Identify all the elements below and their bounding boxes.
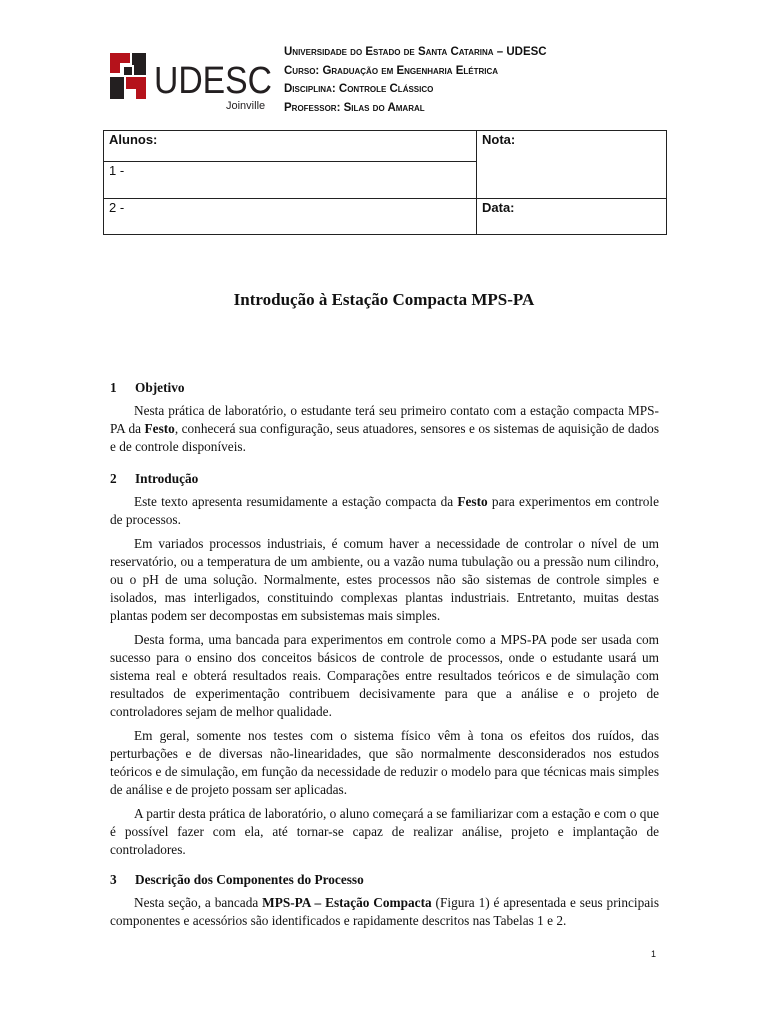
student-2-cell[interactable]: 2 - [104, 199, 477, 235]
paragraph-text: (Figura 1) é apresentada e seus principais componentes e acessórios são identificados e rapidamente descritos nas Tabelas 1 e 2. [110, 895, 659, 928]
logo-text: UDESC [154, 60, 272, 102]
page-number: 1 [651, 949, 657, 959]
professor-line: Professor: Silas do Amaral [284, 101, 425, 114]
discipline-line: Disciplina: Controle Clássico [284, 83, 434, 95]
body-paragraph [110, 631, 659, 721]
institution-header [284, 43, 684, 117]
section-heading [110, 379, 659, 397]
paragraph-text: Nesta seção, a bancada [134, 895, 263, 910]
section-number: 1 [110, 380, 117, 395]
paragraph-text: Em variados processos industriais, é comum haver a necessidade de controlar o nível de um reservatório, ou a temperatura de um ambiente, ou a vazão numa tubulação ou a pressão num cilindro, ou o pH de uma solução. Normalmente, estes processos não são sistemas de controle simples e isolados, mas interligados, constituindo complexas plantas industriais. Entretanto, muitas destas plantas podem ser decompostas em subsistemas mais simples. [110, 536, 659, 623]
course-line: Curso: Graduação em Engenharia Elétrica [284, 64, 499, 77]
body-paragraph [110, 493, 659, 529]
emphasized-text: MPS-PA – Estação Compacta [262, 895, 432, 910]
paragraph-text: Este texto apresenta resumidamente a estação compacta da [134, 494, 458, 509]
body-paragraph [110, 535, 659, 625]
udesc-logo [108, 47, 278, 115]
emphasized-text: Festo [457, 494, 488, 509]
emphasized-text: Festo [144, 421, 175, 436]
student-info-table [103, 130, 667, 235]
paragraph-text: Em geral, somente nos testes com o sistema físico vêm à tona os efeitos dos ruídos, das perturbações e de diversas não-linearidades, que são normalmente desconsiderados nos estudos teóricos e de simulação, em função da necessidade de reduzir o modelo para que técnicas mais simples de análise e de projeto possam ser aplicadas. [110, 728, 659, 797]
body-paragraph [110, 727, 659, 799]
section-title: Introdução [135, 471, 199, 486]
paragraph-text: , conhecerá sua configuração, seus atuadores, sensores e os sistemas de aquisição de dados e de controle disponíveis. [110, 421, 659, 454]
body-paragraph [110, 402, 659, 456]
section-heading [110, 871, 659, 889]
document-title: Introdução à Estação Compacta MPS-PA [233, 290, 535, 309]
body-paragraph [110, 894, 659, 930]
section-number: 3 [110, 872, 117, 887]
paragraph-text: A partir desta prática de laboratório, o aluno começará a se familiarizar com a estação e com o que é possível fazer com ela, até tornar-se capaz de realizar análise, projeto e implantação de controladores. [110, 806, 659, 857]
section-title: Descrição dos Componentes do Processo [135, 872, 364, 887]
paragraph-text: para experimentos em controle de processos. [110, 494, 659, 527]
section-heading [110, 470, 659, 488]
students-label: Alunos: [104, 131, 477, 162]
body-paragraph [110, 805, 659, 859]
university-line: Universidade do Estado de Santa Catarina – UDESC [284, 46, 547, 58]
paragraph-text: Nesta prática de laboratório, o estudante terá seu primeiro contato com a estação compacta MPS-PA da [110, 403, 659, 436]
grade-cell[interactable]: Nota: [477, 131, 667, 199]
date-cell[interactable]: Data: [477, 199, 667, 235]
section-title: Objetivo [135, 380, 185, 395]
section-number: 2 [110, 471, 117, 486]
paragraph-text: Desta forma, uma bancada para experimentos em controle como a MPS-PA pode ser usada com sucesso para o ensino dos conceitos básicos de controle de processos, onde o estudante usará um sistema real e obterá resultados reais. Comparações entre resultados teóricos e de simulação com resultados de experimentação contribuem decisivamente para que a análise e o projeto de controladores sejam de melhor qualidade. [110, 632, 659, 719]
document-body [110, 379, 659, 936]
logo-emblem-icon [110, 53, 146, 99]
student-1-cell[interactable]: 1 - [104, 162, 477, 199]
logo-subtext: Joinville [226, 100, 266, 112]
